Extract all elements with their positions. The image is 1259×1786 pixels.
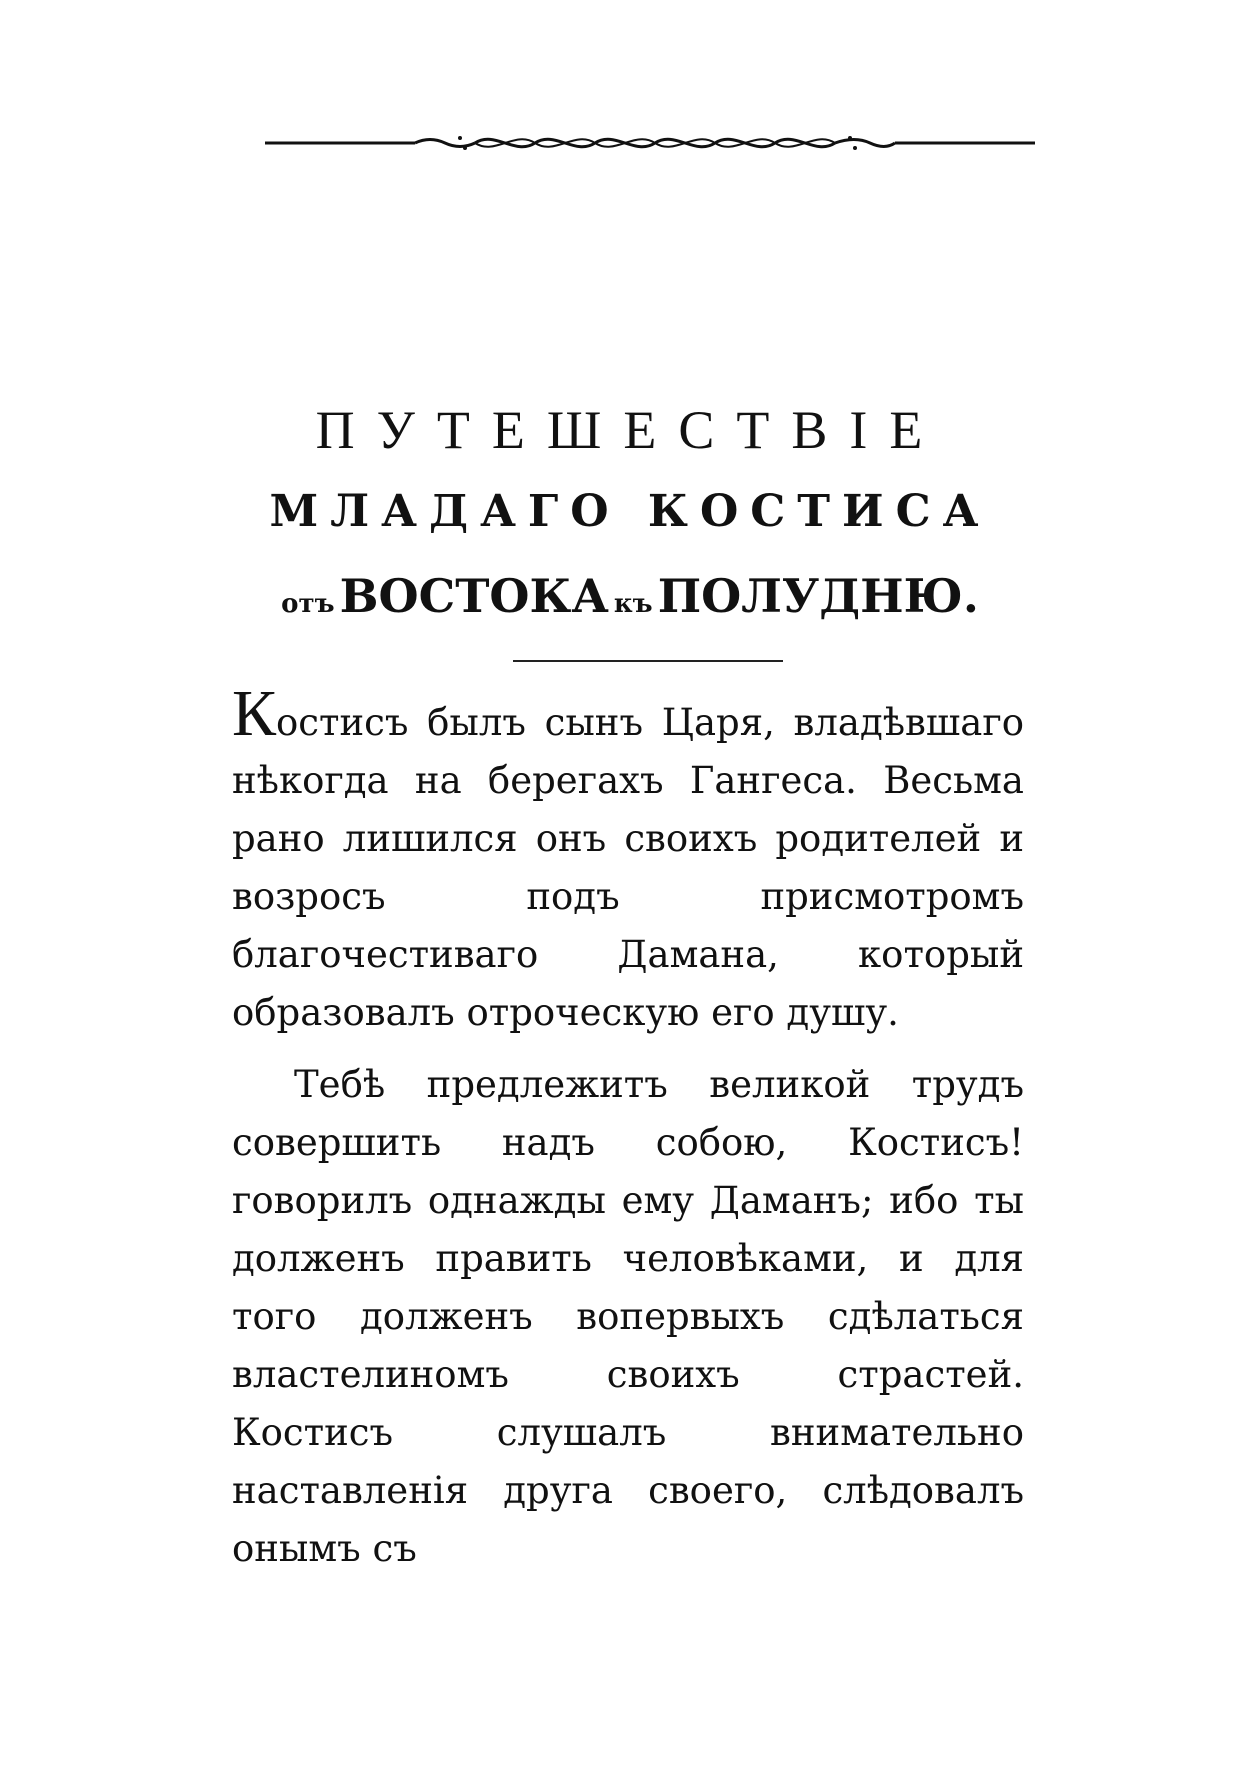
paragraph-2: Тебѣ предлежитъ великой трудъ совершить надъ собою, Костисъ! говорилъ однажды ему Даманъ; ибо ты долженъ править человѣками, и для того долженъ вопервыхъ сдѣлаться властелиномъ своихъ страстей. Костисъ слушалъ внимательно наставленія друга своего, слѣдовалъ онымъ съ [232, 1063, 1024, 1570]
title-divider [513, 660, 783, 662]
decorative-headpiece [265, 128, 1035, 158]
title-word-poludnyu: ПОЛУДНЮ. [657, 569, 979, 623]
title-line-3 [230, 566, 1030, 637]
title-line-2: МЛАДАГО КОСТИСА [269, 486, 991, 537]
title-word-vostoka: ВОСТОКА [339, 569, 609, 623]
title-line-1: ПУТЕШЕСТВІЕ [315, 400, 945, 460]
title-word-k: къ [613, 589, 653, 619]
title-word-ot: отъ [281, 589, 335, 619]
body-text [232, 677, 1024, 1592]
drop-cap: К [232, 677, 277, 750]
paragraph-1 [232, 677, 1024, 1042]
paragraph-1-text: остисъ былъ сынъ Царя, владѣвшаго нѣкогда на берегахъ Гангеса. Весьма рано лишился онъ своихъ родителей и возросъ подъ присмотромъ благочестиваго Дамана, который образовалъ отроческую его душу. [232, 701, 1024, 1034]
